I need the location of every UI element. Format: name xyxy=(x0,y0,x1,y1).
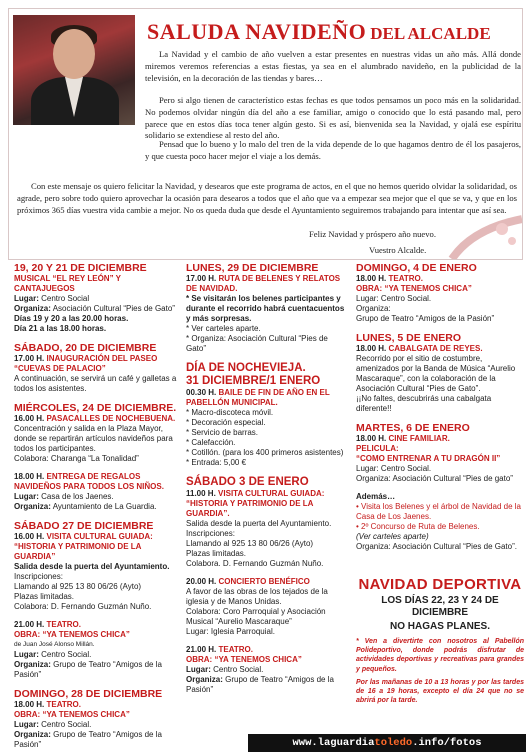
event-date: SÁBADO 3 DE ENERO xyxy=(186,476,309,488)
event-time: Días 19 y 20 a las 20.00 horas. xyxy=(14,314,129,323)
event-item: * Calefacción. xyxy=(186,438,236,447)
event-phone: Llamando al 925 13 80 06/26 (Ayto) xyxy=(186,539,314,548)
greeting-signature: Vuestro Alcalde. xyxy=(369,245,427,255)
event-item: * Decoración especial. xyxy=(186,418,266,427)
event-title: TEATRO. xyxy=(46,620,81,629)
event-time: 20.00 H. xyxy=(186,577,217,586)
greeting-paragraph: Pero si algo tienen de característico estas fechas es que todos pensamos un poco más en la solidaridad. No podemos olvidar ningún día del año a ese familiar, amigo o conocido que lo está pasando mal, pero parece que en estos días toca tener algún gesto. Si es así, bienvenida sea la Navidad, y ojalá ese espíritu solidario se extendiese al resto del año. xyxy=(145,95,521,141)
event xyxy=(14,402,180,464)
event xyxy=(356,262,524,324)
event-description: Inscripciones: xyxy=(186,529,235,538)
event xyxy=(14,520,180,612)
event xyxy=(186,645,350,695)
event-place: Lugar: Centro Social. xyxy=(356,464,432,473)
event-description: Inscripciones: xyxy=(14,572,63,581)
event-title: CINE FAMILIAR. xyxy=(388,434,450,443)
event-phone: Llamando al 925 13 80 06/26 (Ayto) xyxy=(14,582,142,591)
event xyxy=(186,577,350,637)
event-time: Día 21 a las 18.00 horas. xyxy=(14,324,107,333)
greeting-closing: Feliz Navidad y próspero año nuevo. xyxy=(309,229,436,239)
event-organizer: Organiza: xyxy=(356,304,391,313)
event-place: Centro Social. xyxy=(41,650,92,659)
event-description: Recorrido por el sitio de costumbre, amenizados por la Banda de Música “Aurelio Mascaraque”, con la colaboración de la Asociación Cultural “Pies de Gato”. xyxy=(356,354,516,393)
event-time: 21.00 H. xyxy=(186,645,217,654)
event-title: PASACALLES DE NOCHEBUENA. xyxy=(46,414,176,423)
event-organizer: Organiza: Asociación Cultural “Pies de gato” xyxy=(356,474,513,483)
event xyxy=(14,620,180,680)
event-title: ENTREGA DE REGALOS NAVIDEÑOS PARA TODOS LOS NIÑOS. xyxy=(14,472,164,491)
event-date: LUNES, 29 DE DICIEMBRE xyxy=(186,262,319,274)
event xyxy=(14,688,180,750)
event-collaborator: Colabora: Coro Parroquial y Asociación Musical “Aurelio Mascaraque” xyxy=(186,607,326,626)
event-collaborator: Colabora. D. Fernando Guzmán Nuño. xyxy=(186,559,324,568)
event-time: 17.00 H. xyxy=(14,354,45,363)
greeting-paragraph: La Navidad y el cambio de año vuelven a estar presentes en nuestras vidas un año más. Allá donde miremos veremos referencias a estas fiestas, ya sea en el alumbrado navideño, en la publicidad de la televisión, en la decoración de las tiendas y bares… xyxy=(145,49,521,83)
section-heading: Además… xyxy=(356,492,396,501)
also-section xyxy=(356,492,524,552)
event-organizer: Ayuntamiento de La Guardia. xyxy=(52,502,157,511)
label: Lugar: xyxy=(14,650,39,659)
event-date: SÁBADO 27 DE DICIEMBRE xyxy=(14,520,154,532)
event xyxy=(356,332,524,414)
event-time: 00.30 H. xyxy=(186,388,217,397)
sports-schedule: Por las mañanas de 10 a 13 horas y por las tardes de 16 a 19 horas, excepto el día 24 que no se abrirá por la tarde. xyxy=(356,678,524,705)
event-title: TEATRO. xyxy=(218,645,253,654)
event xyxy=(14,472,180,512)
event-date: SÁBADO, 20 DE DICIEMBRE xyxy=(14,342,157,354)
mayor-photo xyxy=(13,15,135,125)
event-place: Centro Social. xyxy=(213,665,264,674)
list-item: • 2º Concurso de Ruta de Belenes. xyxy=(356,522,480,531)
event-organizer: Grupo de Teatro “Amigos de la Pasión” xyxy=(186,675,334,694)
event-time: 16.00 H. xyxy=(14,532,45,541)
event xyxy=(14,262,180,334)
label: Lugar: xyxy=(14,720,39,729)
event-date: 19, 20 Y 21 DE DICIEMBRE xyxy=(14,262,147,274)
event-time: 18.00 H. xyxy=(14,472,45,481)
event-title: MUSICAL “EL REY LEÓN” Y CANTAJUEGOS xyxy=(14,274,121,293)
event-title: VISITA CULTURAL GUIADA: “HISTORIA Y PATRIMONIO DE LA GUARDIA” xyxy=(14,532,153,561)
label: Lugar: xyxy=(14,294,39,303)
greeting-paragraph: Pensad que lo bueno y lo malo del tren de la vida depende de lo que hagamos dentro de él los pasajeros, y que cuesta poco hacer mejor el viaje a los demás. xyxy=(145,139,521,161)
event-date: LUNES, 5 DE ENERO xyxy=(356,332,462,344)
event-time: 16.00 H. xyxy=(14,414,45,423)
program-column-3 xyxy=(356,262,524,560)
event-item: * Servicio de barras. xyxy=(186,428,259,437)
event xyxy=(14,342,180,394)
event-collaborator: Colabora: Charanga “La Tonalidad” xyxy=(14,454,139,463)
label: Lugar: xyxy=(14,492,39,501)
label: Organiza: xyxy=(14,660,51,669)
url-highlight: toledo xyxy=(374,737,413,749)
event-description: Salida desde la puerta del Ayuntamiento. xyxy=(186,519,332,528)
sports-christmas-box xyxy=(356,576,524,705)
label: Organiza: xyxy=(14,502,51,511)
event-time: 17.00 H. xyxy=(186,274,217,283)
website-banner[interactable] xyxy=(248,734,526,752)
event-collaborator: Colabora: D. Fernando Guzmán Nuño. xyxy=(14,602,152,611)
list-item: (Ver carteles aparte) xyxy=(356,532,429,541)
event-description: * Ver carteles aparte. xyxy=(186,324,261,333)
greeting-paragraph: Con este mensaje os quiero felicitar la Navidad, y desearos que este programa de actos, en el que no hemos querido olvidar la solidaridad, os agrade, pero sobre todo quiero aprovechar la ocasión para desearos a todos que el año que va a empezar sea mejor que el que se va, y que en los próximos 365 días vuestra vida cambie a mejor. No os queda duda que desde el Ayuntamiento seguiremos trabajando para intentar que así sea. xyxy=(17,181,517,215)
event-description: * Se visitarán los belenes participantes y durante el recorrido habrá cuentacuentos y más sorpresas. xyxy=(186,294,345,323)
event-time: 21.00 H. xyxy=(14,620,45,629)
event-item: * Entrada: 5,00 € xyxy=(186,458,247,467)
label: Organiza: xyxy=(14,304,51,313)
event xyxy=(186,362,350,468)
event-date: DÍA DE NOCHEVIEJA. xyxy=(186,362,306,374)
event-title: BAILE DE FIN DE AÑO EN EL PABELLÓN MUNICIPAL. xyxy=(186,388,330,407)
event-work: PELICULA: xyxy=(356,444,399,453)
sports-title: NAVIDAD DEPORTIVA xyxy=(358,576,522,593)
event-description: ¡¡No faltes, descubrirás una cabalgata diferente!! xyxy=(356,394,492,413)
sports-days: LOS DÍAS 22, 23 Y 24 DE DICIEMBRE xyxy=(381,595,499,618)
event-time: 18.00 H. xyxy=(356,344,387,353)
event-date: 31 DICIEMBRE/1 ENERO xyxy=(186,375,321,387)
greeting-title: SALUDA NAVIDEÑO DEL ALCALDE xyxy=(147,19,491,44)
event-date: DOMINGO, 28 DE DICIEMBRE xyxy=(14,688,163,700)
event-item: * Cotillón. (para los 400 primeros asistentes) xyxy=(186,448,344,457)
event-time: 18.00 H. xyxy=(356,434,387,443)
event-organizer: Organiza: Asociación Cultural “Pies de Gato”. xyxy=(356,542,517,551)
event-work: OBRA: “YA TENEMOS CHICA” xyxy=(14,630,130,639)
label: Lugar: xyxy=(186,665,211,674)
event xyxy=(186,262,350,354)
event-organizer: Grupo de Teatro “Amigos de la Pasión” xyxy=(14,660,162,679)
event-title: INAUGURACIÓN DEL PASEO “CUEVAS DE PALACIO” xyxy=(14,354,158,373)
event-place: Lugar: Centro Social. xyxy=(356,294,432,303)
event-item: * Macro-discoteca móvil. xyxy=(186,408,274,417)
event-work: OBRA: “YA TENEMOS CHICA” xyxy=(186,655,302,664)
event xyxy=(356,422,524,484)
url-suffix: .info/fotos xyxy=(412,737,482,749)
label: Organiza: xyxy=(14,730,51,739)
event-title: VISITA CULTURAL GUIADA: “HISTORIA Y PATRIMONIO DE LA GUARDIA”. xyxy=(186,489,325,518)
event-time: 18.00 H. xyxy=(356,274,387,283)
event-description: Salida desde la puerta del Ayuntamiento. xyxy=(14,562,170,571)
event-place: Centro Social. xyxy=(41,720,92,729)
event-organizer: Grupo de Teatro “Amigos de la Pasión” xyxy=(14,730,162,749)
event-description: Plazas limitadas. xyxy=(14,592,75,601)
event-work: OBRA: “YA TENEMOS CHICA” xyxy=(356,284,472,293)
list-item: • Visita los Belenes y el árbol de Navidad de la Casa de Los Jaenes. xyxy=(356,502,521,521)
event-organizer: Asociación Cultural “Pies de Gato” xyxy=(52,304,175,313)
event-place: Lugar: Iglesia Parroquial. xyxy=(186,627,275,636)
event-date: MIÉRCOLES, 24 DE DICIEMBRE. xyxy=(14,402,177,414)
event-title: TEATRO. xyxy=(388,274,423,283)
url-prefix: www.laguardia xyxy=(292,737,375,749)
event-time: 18.00 H. xyxy=(14,700,45,709)
event-description: A continuación, se servirá un café y galletas a todos los asistentes. xyxy=(14,374,177,393)
program-column-1 xyxy=(14,262,180,756)
event-place: Centro Social xyxy=(41,294,90,303)
event-time: 11.00 H. xyxy=(186,489,216,498)
event-title: TEATRO. xyxy=(46,700,81,709)
event-description: A favor de las obras de los tejados de la iglesia y de Manos Unidas. xyxy=(186,587,328,606)
event-description: Plazas limitadas. xyxy=(186,549,247,558)
event-work: “COMO ENTRENAR A TU DRAGÓN II” xyxy=(356,454,501,463)
label: Organiza: xyxy=(186,675,223,684)
event-title: CABALGATA DE REYES. xyxy=(388,344,483,353)
event-description: Concentración y salida en la Plaza Mayor, donde se repartirán artículos navideños para todos los participantes. xyxy=(14,424,173,453)
event-organizer: * Organiza: Asociación Cultural “Pies de Gato” xyxy=(186,334,328,353)
sports-tagline: NO HAGAS PLANES. xyxy=(389,621,490,632)
event-organizer: Grupo de Teatro “Amigos de la Pasión” xyxy=(356,314,495,323)
event-work: OBRA: “YA TENEMOS CHICA” xyxy=(14,710,130,719)
event-title: RUTA DE BELENES Y RELATOS DE NAVIDAD. xyxy=(186,274,341,293)
event-author: de Juan José Alonso Millán. xyxy=(14,641,95,648)
event-place: Casa de los Jaenes. xyxy=(41,492,114,501)
event-date: DOMINGO, 4 DE ENERO xyxy=(356,262,477,274)
event xyxy=(186,476,350,569)
greeting-card xyxy=(8,8,523,260)
sports-description: * Ven a divertirte con nosotros al Pabellón Polideportivo, donde podrás disfrutar de actividades deportivas y recreativas para grandes y pequeños. xyxy=(356,638,524,673)
event-title: CONCIERTO BENÉFICO xyxy=(218,577,310,586)
program-column-2 xyxy=(186,262,350,703)
event-date: MARTES, 6 DE ENERO xyxy=(356,422,470,434)
